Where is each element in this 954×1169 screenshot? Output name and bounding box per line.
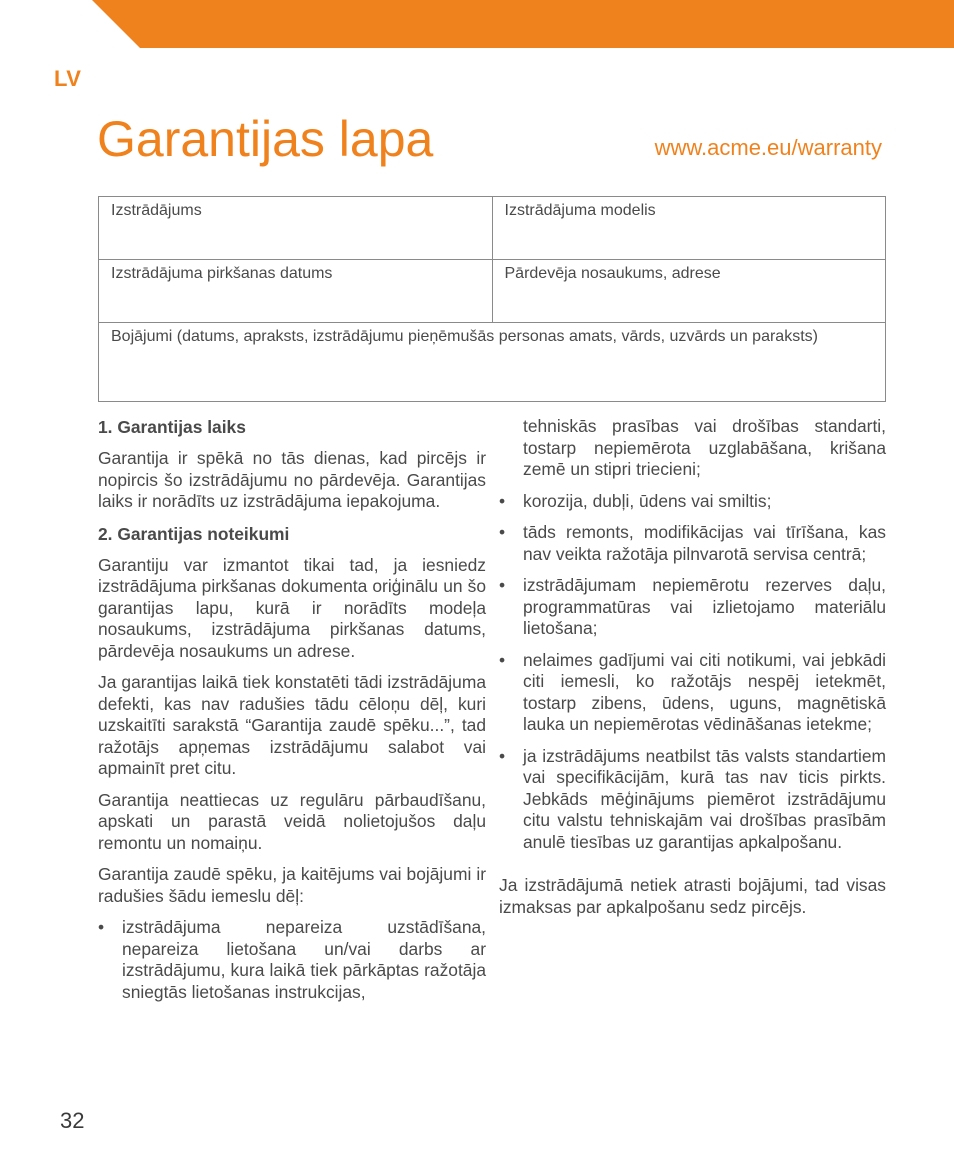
list-item [499, 491, 886, 513]
list-item [499, 650, 886, 736]
form-cell-model[interactable]: Izstrādājuma modelis [492, 197, 886, 260]
bullet-icon: • [499, 575, 506, 595]
page-title: Garantijas lapa [97, 111, 434, 167]
form-cell-seller[interactable]: Pārdevēja nosaukums, adrese [492, 260, 886, 323]
form-cell-damages[interactable]: Bojājumi (datums, apraksts, izstrādājumu pieņēmušās personas amats, vārds, uzvārds un paraksts) [99, 323, 886, 402]
list-item-text: ja izstrādājums neatbilst tās valsts standartiem vai specifikācijām, kurā tas nav ticis pirkts. Jebkāds mēģinājums piemērot izstrādājumu citu valstu tehniskajām vai drošības prasībām anulē tiesības uz garantijas apkalpošanu. [523, 745, 886, 852]
bullet-icon: • [499, 522, 506, 542]
list-item-text: nelaimes gadījumi vai citi notikumi, vai jebkādi citi iemesli, ko ražotājs nespēj ietekmēt, tostarp zibens, ūdens, uguns, magnētiskā lauka un nepiemērotas vēdināšanas ietekme; [523, 649, 886, 734]
section-2-heading: 2. Garantijas noteikumi [98, 523, 290, 544]
warranty-form-table [98, 196, 886, 402]
list-item-text: tāds remonts, modifikācijas vai tīrīšana, kas nav veikta ražotāja pilnvarotā servisa centrā; [523, 522, 886, 564]
bullet-icon: • [499, 745, 506, 766]
section-1-text: Garantija ir spēkā no tās dienas, kad pircējs ir nopircis šo izstrādājumu no pārdevēja. Garantijas laiks ir norādīts uz izstrādājuma iepakojuma. [98, 448, 486, 511]
section-2-paragraph: Garantiju var izmantot tikai tad, ja iesniedz izstrādājuma pirkšanas dokumenta oriģinālu un šo garantijas lapu, kurā ir norādīts modeļa nosaukums, izstrādājuma pirkšanas datums, pārdevēja nosaukums un adrese. [98, 554, 486, 661]
list-item [499, 575, 886, 640]
list-item [499, 522, 886, 565]
list-item-text: korozija, dubļi, ūdens vai smiltis; [523, 490, 772, 511]
left-column [98, 416, 486, 1013]
list-item-continuation: tehniskās prasības vai drošības standarti, tostarp nepiemērota uzglabāšana, krišana zemē un stipri triecieni; [523, 416, 886, 479]
section-2-paragraph: Garantija zaudē spēku, ja kaitējums vai bojājumi ir radušies šādu iemeslu dēļ: [98, 864, 486, 906]
final-paragraph: Ja izstrādājumā netiek atrasti bojājumi, tad visas izmaksas par apkalpošanu sedz pircējs. [499, 875, 886, 917]
language-code: LV [54, 66, 82, 91]
section-1-heading: 1. Garantijas laiks [98, 417, 246, 437]
right-column [499, 416, 886, 928]
list-item [499, 746, 886, 854]
warranty-url[interactable]: www.acme.eu/warranty [654, 135, 882, 160]
bullet-icon: • [499, 649, 506, 670]
form-cell-purchase-date[interactable]: Izstrādājuma pirkšanas datums [99, 260, 493, 323]
bullet-icon: • [98, 917, 105, 937]
list-item-text: izstrādājumam nepiemērotu rezerves daļu, programmatūras vai izlietojamo materiālu lietošana; [523, 575, 886, 638]
bullet-icon: • [499, 490, 506, 511]
section-2-paragraph: Garantija neattiecas uz regulāru pārbaudīšanu, apskati un parastā veidā nolietojušos daļu remontu un nomaiņu. [98, 789, 486, 853]
section-2-paragraph: Ja garantijas laikā tiek konstatēti tādi izstrādājuma defekti, kas nav radušies tādu cēloņu dēļ, kuri uzskaitīti sarakstā “Garantija zaudē spēku...”, tad ražotājs apņemas izstrādājumu salabot vai apmainīt pret citu. [98, 672, 486, 778]
conditions-list [98, 917, 486, 1003]
conditions-list [499, 491, 886, 854]
top-banner [0, 0, 954, 48]
form-cell-product[interactable]: Izstrādājums [99, 197, 493, 260]
page-number: 32 [60, 1108, 85, 1133]
list-item [98, 917, 486, 1003]
list-item-text: izstrādājuma nepareiza uzstādīšana, nepareiza lietošana un/vai darbs ar izstrādājumu, kura laikā tiek pārkāptas ražotāja sniegtās lietošanas instrukcijas, [122, 917, 486, 1002]
